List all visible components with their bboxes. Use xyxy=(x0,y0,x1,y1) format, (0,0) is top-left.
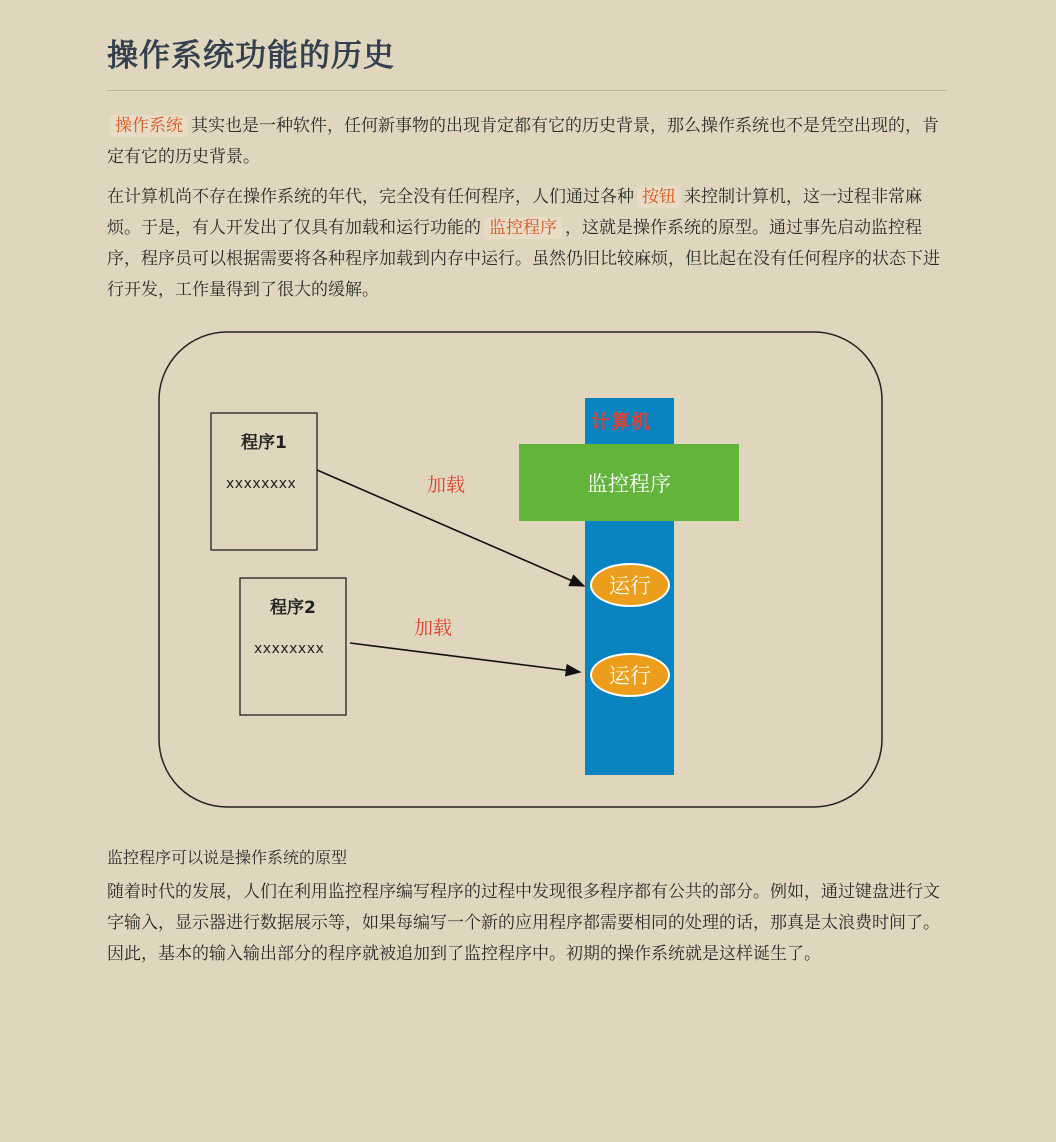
run-label-2: 运行 xyxy=(609,664,651,688)
program2-content: xxxxxxxx xyxy=(254,641,325,657)
intro-text: 其实也是一种软件，任何新事物的出现肯定都有它的历史背景，那么操作系统也不是凭空出现的，肯定有它的历史背景。 xyxy=(107,116,939,167)
program1-content: xxxxxxxx xyxy=(226,476,297,492)
diagram-shapes xyxy=(107,300,947,830)
keyword-monitor: 监控程序 xyxy=(484,217,562,239)
figure-caption: 监控程序可以说是操作系统的原型 xyxy=(107,848,348,867)
history-paragraph xyxy=(107,182,947,306)
load-arrow-2 xyxy=(350,643,580,672)
history-text-3: ，这就是操作系统的原型。通过事先启动监控程序，程序员可以根据需要将各种程序加载到内存中运行。虽然仍旧比较麻烦，但比起在没有任何程序的状态下进行开发，工作量得到了很大的缓解。 xyxy=(107,218,940,300)
keyword-button: 按钮 xyxy=(637,186,681,208)
title-divider xyxy=(107,90,947,91)
evolution-paragraph: 随着时代的发展，人们在利用监控程序编写程序的过程中发现很多程序都有公共的部分。例如，通过键盘进行文字输入，显示器进行数据展示等，如果每编写一个新的应用程序都需要相同的处理的话，那真是太浪费时间了。因此，基本的输入输出部分的程序就被追加到了监控程序中。初期的操作系统就是这样诞生了。 xyxy=(107,882,940,964)
history-text-1: 在计算机尚不存在操作系统的年代，完全没有任何程序，人们通过各种 xyxy=(107,187,634,207)
program2-title: 程序2 xyxy=(270,598,316,618)
computer-label: 计算机 xyxy=(591,411,652,433)
history-text-2: 来控制计算机，这一过程非常麻烦。于是，有人开发出了仅具有加载和运行功能的 xyxy=(107,187,922,238)
keyword-os: 操作系统 xyxy=(110,115,188,137)
run-oval-2 xyxy=(590,653,670,697)
monitor-program-label: 监控程序 xyxy=(587,471,671,496)
diagram-frame xyxy=(159,332,882,807)
monitor-program-diagram xyxy=(107,300,947,830)
load-label-2: 加载 xyxy=(414,617,453,639)
monitor-program-block xyxy=(519,444,739,521)
run-oval-1 xyxy=(590,563,670,607)
intro-paragraph xyxy=(107,111,947,173)
run-label-1: 运行 xyxy=(609,574,651,598)
page-title: 操作系统功能的历史 xyxy=(107,38,395,74)
program1-title: 程序1 xyxy=(241,433,287,453)
load-label-1: 加载 xyxy=(427,474,466,496)
